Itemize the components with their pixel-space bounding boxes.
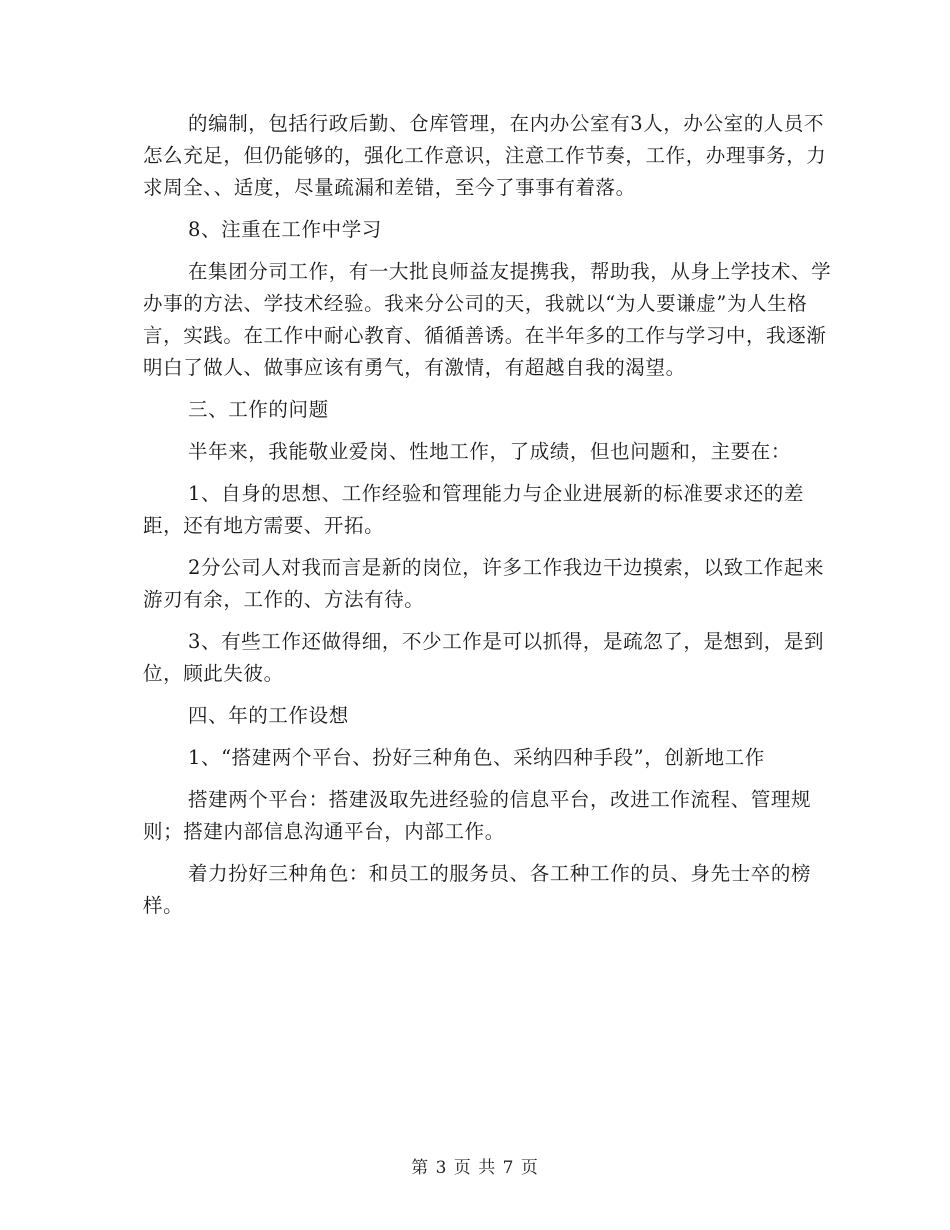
problem-item-3: 3、有些工作还做得细，不少工作是可以抓得，是疏忽了，是想到，是到位，顾此失彼。 bbox=[143, 630, 825, 685]
document-body bbox=[143, 108, 833, 932]
heading-learning: 8、注重在工作中学习 bbox=[188, 218, 382, 241]
paragraph-staffing: 的编制，包括行政后勤、仓库管理，在内办公室有3人，办公室的人员不怎么充足，但仍能够的，强化工作意识，注意工作节奏，工作，办理事务，力求周全、、适度，尽量疏漏和差错，至今了事事有着落。 bbox=[143, 112, 827, 199]
problem-item-1: 1、自身的思想、工作经验和管理能力与企业进展新的标准要求还的差距，还有地方需要、开拓。 bbox=[143, 482, 805, 537]
paragraph-platforms: 搭建两个平台：搭建汲取先进经验的信息平台，改进工作流程、管理规则；搭建内部信息沟通平台，内部工作。 bbox=[143, 788, 812, 843]
heading-problems: 三、工作的问题 bbox=[188, 398, 329, 421]
heading-plans: 四、年的工作设想 bbox=[188, 704, 349, 727]
plan-item-1: 1、“搭建两个平台、扮好三种角色、采纳四种手段”，创新地工作 bbox=[188, 746, 765, 769]
paragraph-problems-intro: 半年来，我能敬业爱岗、性地工作，了成绩，但也问题和，主要在： bbox=[188, 440, 792, 463]
paragraph-learning: 在集团分司工作，有一大批良师益友提携我，帮助我，从身上学技术、学办事的方法、学技术经验。我来分公司的天，我就以“为人要谦虚”为人生格言，实践。在工作中耐心教育、循循善诱。在半年多的工作与学习中，我逐渐明白了做人、做事应该有勇气，有激情，有超越自我的渴望。 bbox=[143, 260, 832, 379]
problem-item-2: 2分公司人对我而言是新的岗位，许多工作我边干边摸索，以致工作起来游刃有余，工作的、方法有待。 bbox=[143, 556, 825, 611]
page-number: 第 3 页 共 7 页 bbox=[411, 1158, 539, 1178]
paragraph-roles: 着力扮好三种角色：和员工的服务员、各工种工作的员、身先士卒的榜样。 bbox=[143, 862, 812, 917]
